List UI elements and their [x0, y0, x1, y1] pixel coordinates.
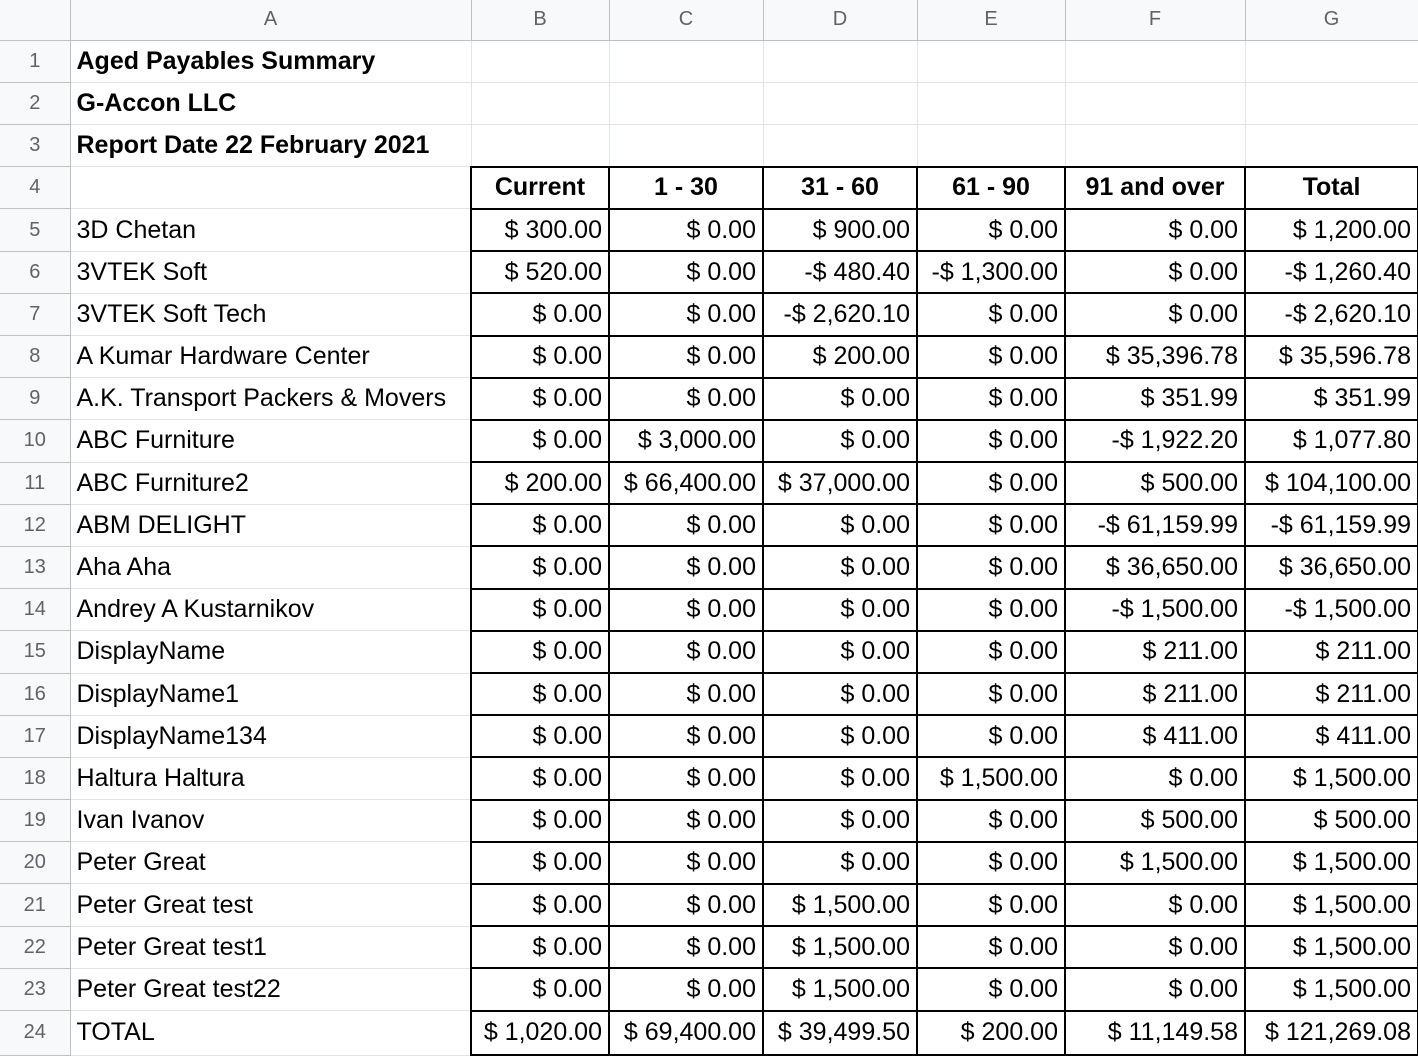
amount-current[interactable]: $ 200.00 [471, 462, 609, 504]
amount-91-over[interactable]: $ 211.00 [1065, 673, 1245, 715]
supplier-name-cell[interactable]: Peter Great test1 [70, 926, 471, 968]
amount-1-30[interactable]: $ 0.00 [609, 378, 763, 420]
amount-91-over[interactable]: $ 500.00 [1065, 800, 1245, 842]
supplier-row [0, 673, 1418, 715]
row-header[interactable]: 2 [0, 82, 70, 124]
supplier-name-cell[interactable]: ABC Furniture2 [70, 462, 471, 504]
row-header[interactable]: 24 [0, 1011, 70, 1056]
amount-current[interactable]: $ 1,020.00 [471, 1011, 609, 1056]
amount-current[interactable]: $ 0.00 [471, 631, 609, 673]
amount-31-60[interactable]: $ 1,500.00 [763, 968, 917, 1010]
amount-total[interactable]: -$ 1,260.40 [1245, 251, 1418, 293]
supplier-name-cell[interactable]: Peter Great test [70, 884, 471, 926]
column-header-g[interactable]: G [1245, 0, 1418, 40]
column-header-f[interactable]: F [1065, 0, 1245, 40]
amount-31-60[interactable]: $ 900.00 [763, 209, 917, 251]
supplier-row [0, 968, 1418, 1010]
column-header-e[interactable]: E [917, 0, 1065, 40]
amount-total[interactable]: $ 104,100.00 [1245, 462, 1418, 504]
supplier-row [0, 462, 1418, 504]
amount-91-over[interactable]: $ 11,149.58 [1065, 1011, 1245, 1056]
amount-1-30[interactable]: $ 0.00 [609, 842, 763, 884]
amount-1-30[interactable]: $ 0.00 [609, 589, 763, 631]
amount-91-over[interactable]: $ 211.00 [1065, 631, 1245, 673]
amount-1-30[interactable]: $ 0.00 [609, 293, 763, 335]
supplier-name-cell[interactable]: Andrey A Kustarnikov [70, 589, 471, 631]
amount-31-60[interactable]: $ 1,500.00 [763, 926, 917, 968]
amount-total[interactable]: $ 351.99 [1245, 378, 1418, 420]
supplier-row [0, 589, 1418, 631]
supplier-row [0, 631, 1418, 673]
report-title-cell[interactable]: Aged Payables Summary [70, 40, 471, 82]
row-header[interactable]: 3 [0, 125, 70, 167]
supplier-name-cell[interactable]: A Kumar Hardware Center [70, 336, 471, 378]
cell[interactable] [1065, 125, 1245, 167]
amount-31-60[interactable]: $ 0.00 [763, 757, 917, 799]
amount-91-over[interactable]: $ 36,650.00 [1065, 546, 1245, 588]
supplier-name-cell[interactable]: Ivan Ivanov [70, 800, 471, 842]
amount-31-60[interactable]: -$ 2,620.10 [763, 293, 917, 335]
amount-1-30[interactable]: $ 0.00 [609, 800, 763, 842]
cell[interactable] [917, 40, 1065, 82]
row-header[interactable]: 6 [0, 251, 70, 293]
amount-61-90[interactable]: $ 0.00 [917, 293, 1065, 335]
amount-1-30[interactable]: $ 0.00 [609, 673, 763, 715]
amount-current[interactable]: $ 0.00 [471, 842, 609, 884]
amount-31-60[interactable]: $ 0.00 [763, 715, 917, 757]
sheet-row-3 [0, 125, 1418, 167]
cell[interactable] [471, 82, 609, 124]
amount-1-30[interactable]: $ 0.00 [609, 926, 763, 968]
row-header[interactable]: 12 [0, 504, 70, 546]
row-header[interactable]: 9 [0, 378, 70, 420]
header-31-60[interactable]: 31 - 60 [763, 167, 917, 209]
amount-31-60[interactable]: $ 0.00 [763, 589, 917, 631]
cell[interactable] [1245, 82, 1418, 124]
row-header[interactable]: 23 [0, 968, 70, 1010]
cell[interactable] [1065, 40, 1245, 82]
amount-total[interactable]: $ 35,596.78 [1245, 336, 1418, 378]
header-current[interactable]: Current [471, 167, 609, 209]
cell[interactable] [609, 125, 763, 167]
amount-91-over[interactable]: $ 351.99 [1065, 378, 1245, 420]
amount-91-over[interactable]: -$ 1,500.00 [1065, 589, 1245, 631]
row-header[interactable]: 22 [0, 926, 70, 968]
amount-31-60[interactable]: $ 200.00 [763, 336, 917, 378]
supplier-row [0, 293, 1418, 335]
supplier-name-cell[interactable]: DisplayName [70, 631, 471, 673]
column-header-row [0, 0, 1418, 40]
row-header[interactable]: 13 [0, 546, 70, 588]
supplier-row [0, 715, 1418, 757]
cell[interactable] [1245, 40, 1418, 82]
supplier-name-cell[interactable]: Haltura Haltura [70, 757, 471, 799]
cell[interactable] [763, 125, 917, 167]
amount-61-90[interactable]: $ 0.00 [917, 589, 1065, 631]
amount-91-over[interactable]: $ 0.00 [1065, 209, 1245, 251]
amount-1-30[interactable]: $ 0.00 [609, 504, 763, 546]
amount-61-90[interactable]: $ 0.00 [917, 968, 1065, 1010]
amount-total[interactable]: $ 1,500.00 [1245, 757, 1418, 799]
row-header[interactable]: 7 [0, 293, 70, 335]
amount-1-30[interactable]: $ 69,400.00 [609, 1011, 763, 1056]
amount-current[interactable]: $ 0.00 [471, 293, 609, 335]
supplier-name-cell[interactable]: Aha Aha [70, 546, 471, 588]
amount-61-90[interactable]: $ 1,500.00 [917, 757, 1065, 799]
sheet-row-4 [0, 167, 1418, 209]
amount-61-90[interactable]: $ 0.00 [917, 420, 1065, 462]
row-header[interactable]: 19 [0, 800, 70, 842]
amount-31-60[interactable]: $ 0.00 [763, 546, 917, 588]
cell[interactable] [609, 40, 763, 82]
amount-total[interactable]: $ 1,500.00 [1245, 926, 1418, 968]
row-header[interactable]: 10 [0, 420, 70, 462]
cell[interactable] [609, 82, 763, 124]
header-91-over[interactable]: 91 and over [1065, 167, 1245, 209]
amount-1-30[interactable]: $ 0.00 [609, 631, 763, 673]
row-header[interactable]: 1 [0, 40, 70, 82]
supplier-row [0, 757, 1418, 799]
supplier-name-cell[interactable]: DisplayName1 [70, 673, 471, 715]
amount-current[interactable]: $ 0.00 [471, 546, 609, 588]
amount-1-30[interactable]: $ 3,000.00 [609, 420, 763, 462]
amount-1-30[interactable]: $ 0.00 [609, 209, 763, 251]
amount-1-30[interactable]: $ 0.00 [609, 884, 763, 926]
cell[interactable] [1245, 125, 1418, 167]
amount-total[interactable]: $ 1,500.00 [1245, 842, 1418, 884]
amount-61-90[interactable]: -$ 1,300.00 [917, 251, 1065, 293]
amount-total[interactable]: $ 1,200.00 [1245, 209, 1418, 251]
amount-current[interactable]: $ 0.00 [471, 968, 609, 1010]
row-header[interactable]: 17 [0, 715, 70, 757]
amount-61-90[interactable]: $ 200.00 [917, 1011, 1065, 1056]
amount-61-90[interactable]: $ 0.00 [917, 336, 1065, 378]
supplier-row [0, 378, 1418, 420]
amount-61-90[interactable]: $ 0.00 [917, 884, 1065, 926]
amount-total[interactable]: $ 1,500.00 [1245, 884, 1418, 926]
amount-1-30[interactable]: $ 0.00 [609, 546, 763, 588]
sheet-row-2 [0, 82, 1418, 124]
amount-61-90[interactable]: $ 0.00 [917, 378, 1065, 420]
amount-current[interactable]: $ 300.00 [471, 209, 609, 251]
amount-31-60[interactable]: $ 0.00 [763, 504, 917, 546]
amount-91-over[interactable]: $ 35,396.78 [1065, 336, 1245, 378]
supplier-name-cell[interactable]: TOTAL [70, 1011, 471, 1056]
amount-31-60[interactable]: $ 0.00 [763, 631, 917, 673]
row-header[interactable]: 4 [0, 167, 70, 209]
company-name-cell[interactable]: G-Accon LLC [70, 82, 471, 124]
amount-91-over[interactable]: -$ 1,922.20 [1065, 420, 1245, 462]
column-header-a[interactable]: A [70, 0, 471, 40]
amount-61-90[interactable]: $ 0.00 [917, 673, 1065, 715]
supplier-row [0, 420, 1418, 462]
amount-61-90[interactable]: $ 0.00 [917, 546, 1065, 588]
supplier-name-cell[interactable]: ABM DELIGHT [70, 504, 471, 546]
amount-current[interactable]: $ 0.00 [471, 504, 609, 546]
supplier-row [0, 926, 1418, 968]
amount-91-over[interactable]: $ 0.00 [1065, 968, 1245, 1010]
amount-91-over[interactable]: -$ 61,159.99 [1065, 504, 1245, 546]
amount-91-over[interactable]: $ 1,500.00 [1065, 842, 1245, 884]
supplier-name-cell[interactable]: 3VTEK Soft [70, 251, 471, 293]
amount-current[interactable]: $ 0.00 [471, 715, 609, 757]
amount-current[interactable]: $ 0.00 [471, 673, 609, 715]
amount-61-90[interactable]: $ 0.00 [917, 715, 1065, 757]
amount-91-over[interactable]: $ 0.00 [1065, 251, 1245, 293]
supplier-name-cell[interactable]: Peter Great [70, 842, 471, 884]
amount-total[interactable]: $ 211.00 [1245, 631, 1418, 673]
amount-61-90[interactable]: $ 0.00 [917, 209, 1065, 251]
amount-61-90[interactable]: $ 0.00 [917, 800, 1065, 842]
amount-current[interactable]: $ 0.00 [471, 336, 609, 378]
amount-total[interactable]: $ 36,650.00 [1245, 546, 1418, 588]
amount-1-30[interactable]: $ 0.00 [609, 251, 763, 293]
amount-1-30[interactable]: $ 66,400.00 [609, 462, 763, 504]
row-header[interactable]: 21 [0, 884, 70, 926]
amount-1-30[interactable]: $ 0.00 [609, 336, 763, 378]
amount-1-30[interactable]: $ 0.00 [609, 968, 763, 1010]
row-header[interactable]: 18 [0, 757, 70, 799]
amount-total[interactable]: -$ 61,159.99 [1245, 504, 1418, 546]
amount-current[interactable]: $ 0.00 [471, 589, 609, 631]
amount-total[interactable]: $ 1,077.80 [1245, 420, 1418, 462]
supplier-row [0, 800, 1418, 842]
amount-1-30[interactable]: $ 0.00 [609, 715, 763, 757]
row-header[interactable]: 20 [0, 842, 70, 884]
row-header[interactable]: 8 [0, 336, 70, 378]
cell[interactable] [763, 82, 917, 124]
report-date-cell[interactable]: Report Date 22 February 2021 [70, 125, 471, 167]
column-header-b[interactable]: B [471, 0, 609, 40]
row-header[interactable]: 16 [0, 673, 70, 715]
cell[interactable] [917, 82, 1065, 124]
supplier-name-cell[interactable]: 3D Chetan [70, 209, 471, 251]
supplier-name-cell[interactable]: ABC Furniture [70, 420, 471, 462]
select-all-corner[interactable] [0, 0, 70, 40]
cell[interactable] [917, 125, 1065, 167]
amount-91-over[interactable]: $ 411.00 [1065, 715, 1245, 757]
amount-current[interactable]: $ 0.00 [471, 378, 609, 420]
amount-total[interactable]: $ 500.00 [1245, 800, 1418, 842]
amount-31-60[interactable]: $ 0.00 [763, 673, 917, 715]
amount-31-60[interactable]: $ 37,000.00 [763, 462, 917, 504]
amount-31-60[interactable]: -$ 480.40 [763, 251, 917, 293]
amount-61-90[interactable]: $ 0.00 [917, 462, 1065, 504]
amount-31-60[interactable]: $ 1,500.00 [763, 884, 917, 926]
amount-total[interactable]: -$ 2,620.10 [1245, 293, 1418, 335]
cell[interactable] [471, 125, 609, 167]
cell[interactable] [471, 40, 609, 82]
amount-31-60[interactable]: $ 0.00 [763, 800, 917, 842]
header-61-90[interactable]: 61 - 90 [917, 167, 1065, 209]
supplier-row [0, 336, 1418, 378]
amount-current[interactable]: $ 0.00 [471, 926, 609, 968]
amount-61-90[interactable]: $ 0.00 [917, 504, 1065, 546]
amount-61-90[interactable]: $ 0.00 [917, 631, 1065, 673]
amount-31-60[interactable]: $ 0.00 [763, 420, 917, 462]
amount-31-60[interactable]: $ 0.00 [763, 842, 917, 884]
amount-current[interactable]: $ 0.00 [471, 757, 609, 799]
supplier-row [0, 209, 1418, 251]
header-1-30[interactable]: 1 - 30 [609, 167, 763, 209]
amount-current[interactable]: $ 520.00 [471, 251, 609, 293]
amount-current[interactable]: $ 0.00 [471, 884, 609, 926]
amount-91-over[interactable]: $ 500.00 [1065, 462, 1245, 504]
amount-total[interactable]: $ 121,269.08 [1245, 1011, 1418, 1056]
column-header-c[interactable]: C [609, 0, 763, 40]
amount-31-60[interactable]: $ 39,499.50 [763, 1011, 917, 1056]
header-total[interactable]: Total [1245, 167, 1418, 209]
supplier-name-cell[interactable]: 3VTEK Soft Tech [70, 293, 471, 335]
supplier-row [0, 504, 1418, 546]
supplier-name-cell[interactable]: Peter Great test22 [70, 968, 471, 1010]
row-header[interactable]: 11 [0, 462, 70, 504]
amount-61-90[interactable]: $ 0.00 [917, 842, 1065, 884]
amount-31-60[interactable]: $ 0.00 [763, 378, 917, 420]
row-header[interactable]: 14 [0, 589, 70, 631]
supplier-name-cell[interactable]: A.K. Transport Packers & Movers [70, 378, 471, 420]
amount-91-over[interactable]: $ 0.00 [1065, 293, 1245, 335]
cell[interactable] [70, 167, 471, 209]
cell[interactable] [1065, 82, 1245, 124]
total-row [0, 1011, 1418, 1056]
amount-total[interactable]: -$ 1,500.00 [1245, 589, 1418, 631]
column-header-d[interactable]: D [763, 0, 917, 40]
row-header[interactable]: 15 [0, 631, 70, 673]
amount-61-90[interactable]: $ 0.00 [917, 926, 1065, 968]
row-header[interactable]: 5 [0, 209, 70, 251]
supplier-row [0, 251, 1418, 293]
amount-total[interactable]: $ 211.00 [1245, 673, 1418, 715]
supplier-name-cell[interactable]: DisplayName134 [70, 715, 471, 757]
supplier-row [0, 546, 1418, 588]
supplier-row [0, 842, 1418, 884]
cell[interactable] [763, 40, 917, 82]
amount-total[interactable]: $ 1,500.00 [1245, 968, 1418, 1010]
amount-91-over[interactable]: $ 0.00 [1065, 884, 1245, 926]
amount-current[interactable]: $ 0.00 [471, 800, 609, 842]
supplier-row [0, 884, 1418, 926]
amount-total[interactable]: $ 411.00 [1245, 715, 1418, 757]
amount-1-30[interactable]: $ 0.00 [609, 757, 763, 799]
amount-91-over[interactable]: $ 0.00 [1065, 757, 1245, 799]
amount-current[interactable]: $ 0.00 [471, 420, 609, 462]
sheet-row-1 [0, 40, 1418, 82]
amount-91-over[interactable]: $ 0.00 [1065, 926, 1245, 968]
